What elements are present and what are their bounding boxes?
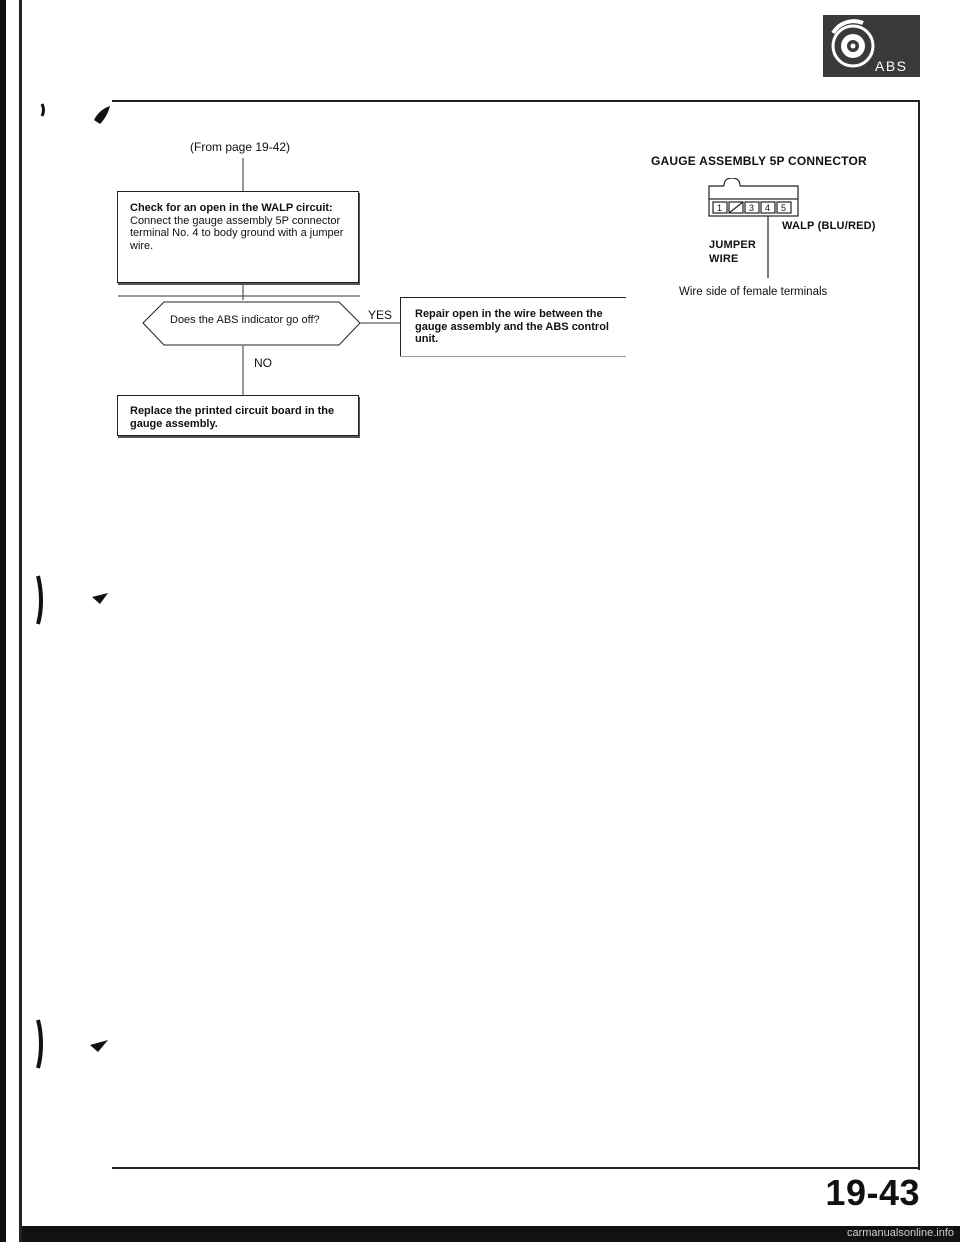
margin-arrow-low <box>90 1040 108 1052</box>
jumper-line-1: JUMPER <box>709 239 757 251</box>
repair-open-text: Repair open in the wire between the gauge assembly and the ABS control unit. <box>415 308 609 345</box>
page-number: 19-43 <box>825 1172 920 1213</box>
margin-arrow-top <box>94 106 110 124</box>
terminal-3: 3 <box>749 203 755 213</box>
check-walp-box <box>117 191 359 283</box>
replace-pcb-text: Replace the printed circuit board in the gauge assembly. <box>130 405 335 430</box>
margin-bracket-top <box>42 104 44 116</box>
jumper-line-2: WIRE <box>709 253 739 265</box>
decision-text: Does the ABS indicator go off? <box>170 314 320 326</box>
bottom-band <box>22 1226 960 1242</box>
margin-arrow-mid <box>92 593 108 604</box>
margin-marks <box>0 0 110 1242</box>
connector-title: GAUGE ASSEMBLY 5P CONNECTOR <box>651 154 867 168</box>
margin-bracket-mid <box>38 576 41 624</box>
no-label: NO <box>254 356 272 370</box>
check-walp-instructions: Connect the gauge assembly 5P connector terminal No. 4 to body ground with a jumper wire. <box>130 214 344 252</box>
terminal-5: 5 <box>781 203 787 213</box>
walp-wire-label: WALP (BLU/RED) <box>782 220 876 232</box>
jumper-wire-label <box>709 238 756 266</box>
from-page-note: (From page 19-42) <box>190 140 291 154</box>
margin-bracket-low <box>38 1020 41 1068</box>
bottom-rule <box>112 1167 920 1169</box>
repair-open-box <box>400 297 626 356</box>
abs-badge-text: ABS <box>875 58 908 74</box>
watermark: carmanualsonline.info <box>846 1227 954 1239</box>
terminal-4: 4 <box>765 203 771 213</box>
terminal-1: 1 <box>717 203 723 213</box>
replace-pcb-box <box>117 395 359 436</box>
connector-caption: Wire side of female terminals <box>679 286 828 298</box>
yes-label: YES <box>368 308 393 322</box>
check-walp-title: Check for an open in the WALP circuit: <box>130 202 333 214</box>
